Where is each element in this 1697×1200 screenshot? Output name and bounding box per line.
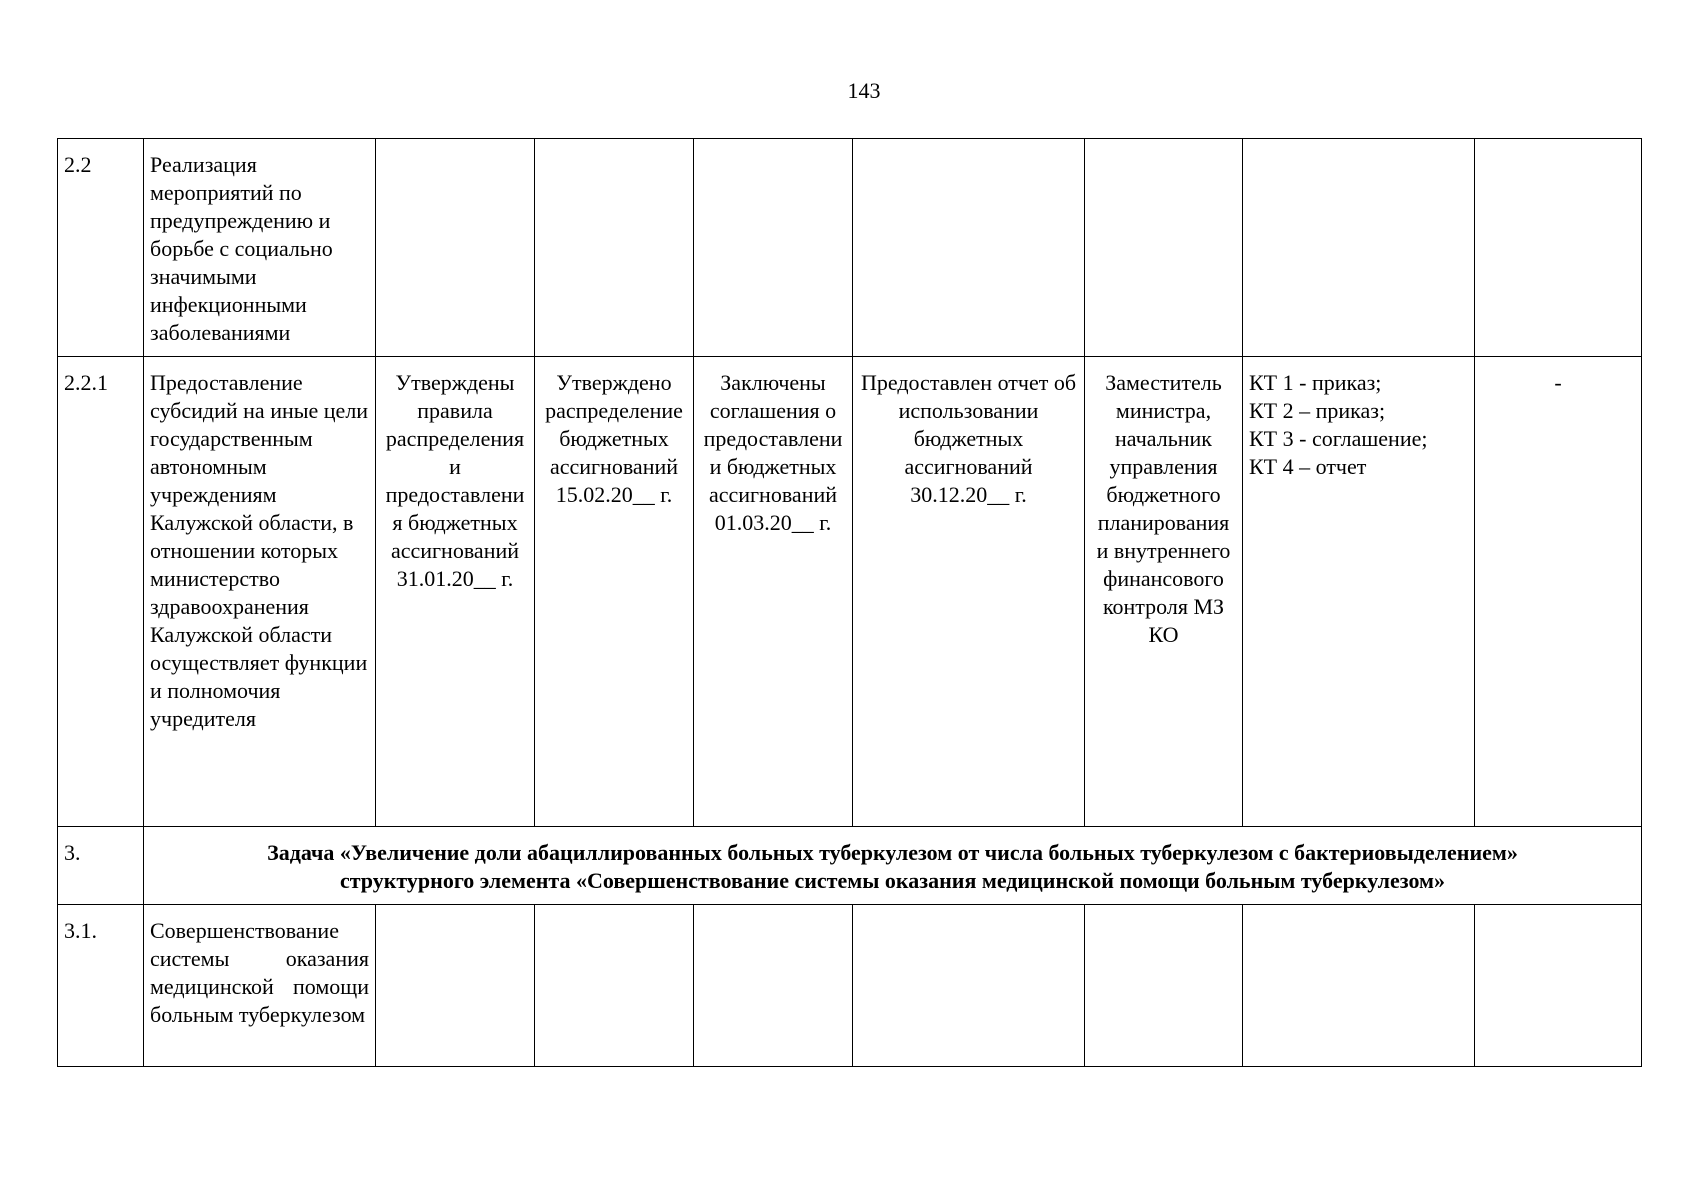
table-row [58,357,1642,827]
control-point-1: Утверждены правила распределения и предоставления бюджетных ассигнований 31.01.20__ г. [376,357,535,827]
table-row [58,827,1642,905]
empty-cell [376,905,535,1067]
empty-cell [1475,139,1642,357]
task-heading-line-2: структурного элемента «Совершенствование системы оказания медицинской помощи больным туберкулезом» [339,868,1446,893]
empty-cell [1085,905,1243,1067]
information-system-cell: - [1475,357,1642,827]
empty-cell [694,139,853,357]
row-number: 3.1. [58,905,144,1067]
empty-cell [535,905,694,1067]
task-heading-line-1: Задача «Увеличение доли абациллированных больных туберкулезом от числа больных туберкулезом с бактериовыделением» [267,840,1518,865]
empty-cell [1085,139,1243,357]
kt-item: КТ 4 – отчет [1249,454,1367,479]
activity-name: Совершенствование системы оказания медицинской помощи больным туберкулезом [144,905,376,1067]
responsible-person: Заместитель министра, начальник управления бюджетного планирования и внутреннего финансового контроля МЗ КО [1085,357,1243,827]
page-number: 143 [847,78,881,103]
activity-name: Предоставление субсидий на иные цели государственным автономным учреждениям Калужской области, в отношении которых министерство здравоохранения Калужской области осуществляет функции и полномочия учредителя [144,357,376,827]
empty-cell [853,905,1085,1067]
empty-cell [376,139,535,357]
table-row [58,139,1642,357]
row-number: 2.2.1 [58,357,144,827]
row-number: 2.2 [58,139,144,357]
empty-cell [1243,905,1475,1067]
activity-name: Реализация мероприятий по предупреждению и борьбе с социально значимыми инфекционными заболеваниями [144,139,376,357]
kt-item: КТ 1 - приказ; [1249,370,1382,395]
row-number: 3. [58,827,144,905]
kt-item: КТ 3 - соглашение; [1249,426,1428,451]
empty-cell [694,905,853,1067]
control-point-3: Заключены соглашения о предоставлении бюджетных ассигнований 01.03.20__ г. [694,357,853,827]
control-point-4: Предоставлен отчет об использовании бюджетных ассигнований 30.12.20__ г. [853,357,1085,827]
control-point-2: Утверждено распределение бюджетных ассигнований 15.02.20__ г. [535,357,694,827]
task-heading [144,827,1642,905]
table-row [58,905,1642,1067]
empty-cell [1475,905,1642,1067]
document-type-list [1243,357,1475,827]
plan-table [57,138,1642,1067]
empty-cell [1243,139,1475,357]
kt-item: КТ 2 – приказ; [1249,398,1386,423]
empty-cell [535,139,694,357]
empty-cell [853,139,1085,357]
